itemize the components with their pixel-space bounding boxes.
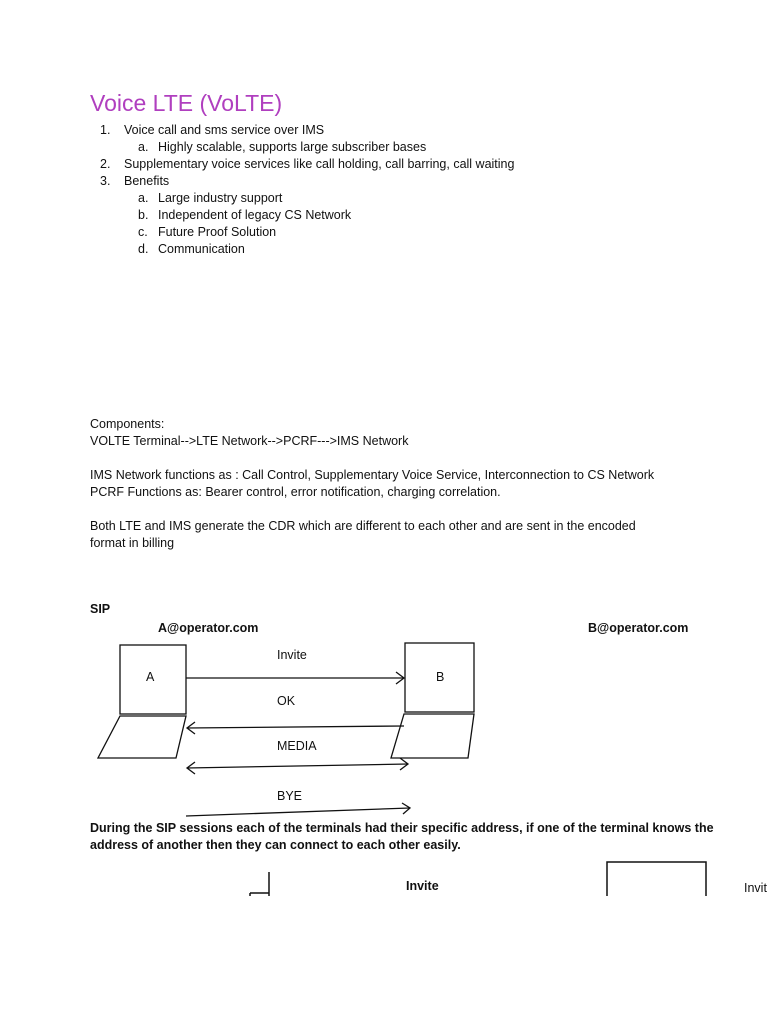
sip-heading: SIP [90, 602, 111, 616]
list-number-3: 3. [100, 174, 111, 188]
list-item-3b: Independent of legacy CS Network [158, 208, 352, 222]
list-item-3: Benefits [124, 174, 170, 188]
address-b: B@operator.com [588, 621, 689, 635]
pcrf-functions: PCRF Functions as: Bearer control, error notification, charging correlation. [90, 485, 501, 499]
page-title: Voice LTE (VoLTE) [90, 90, 283, 116]
list-item-3a: Large industry support [158, 191, 283, 205]
list-item-1: Voice call and sms service over IMS [124, 123, 325, 137]
ok-arrow [187, 722, 404, 734]
invite-arrow [186, 672, 404, 684]
laptop-b-icon [391, 643, 474, 758]
list-letter-3c: c. [138, 225, 148, 239]
terminal-a-label: A [146, 670, 155, 684]
cdr-line-1: Both LTE and IMS generate the CDR which are different to each other and are sent in the encoded [90, 519, 636, 533]
media-arrow [187, 758, 408, 774]
sip-note-line-2: address of another then they can connect to each other easily. [90, 838, 461, 852]
list-letter-3a: a. [138, 191, 149, 205]
list-letter-3d: d. [138, 242, 149, 256]
media-label: MEDIA [277, 739, 317, 753]
terminal-fragment-icon [250, 872, 269, 896]
invite-label-3: Invit [744, 881, 767, 895]
components-heading: Components: [90, 417, 165, 431]
list-letter-1a: a. [138, 140, 149, 154]
list-letter-3b: b. [138, 208, 149, 222]
bye-arrow [186, 803, 410, 816]
list-number-1: 1. [100, 123, 111, 137]
address-a: A@operator.com [158, 621, 259, 635]
list-item-3d: Communication [158, 242, 245, 256]
sip-note-line-1: During the SIP sessions each of the terminals had their specific address, if one of the terminal knows the [90, 821, 714, 835]
list-item-2: Supplementary voice services like call holding, call barring, call waiting [124, 157, 515, 171]
invite-label: Invite [277, 648, 307, 662]
terminal-box-icon [607, 862, 706, 896]
cdr-line-2: format in billing [90, 536, 175, 550]
list-item-1a: Highly scalable, supports large subscriber bases [158, 140, 427, 154]
components-chain: VOLTE Terminal-->LTE Network-->PCRF--->IMS Network [90, 434, 409, 448]
terminal-b-label: B [436, 670, 445, 684]
list-item-3c: Future Proof Solution [158, 225, 277, 239]
laptop-a-icon [98, 645, 186, 758]
ok-label: OK [277, 694, 296, 708]
list-number-2: 2. [100, 157, 111, 171]
bye-label: BYE [277, 789, 303, 803]
invite-label-2: Invite [406, 879, 439, 893]
ims-functions: IMS Network functions as : Call Control, Supplementary Voice Service, Interconnection to CS Network [90, 468, 655, 482]
